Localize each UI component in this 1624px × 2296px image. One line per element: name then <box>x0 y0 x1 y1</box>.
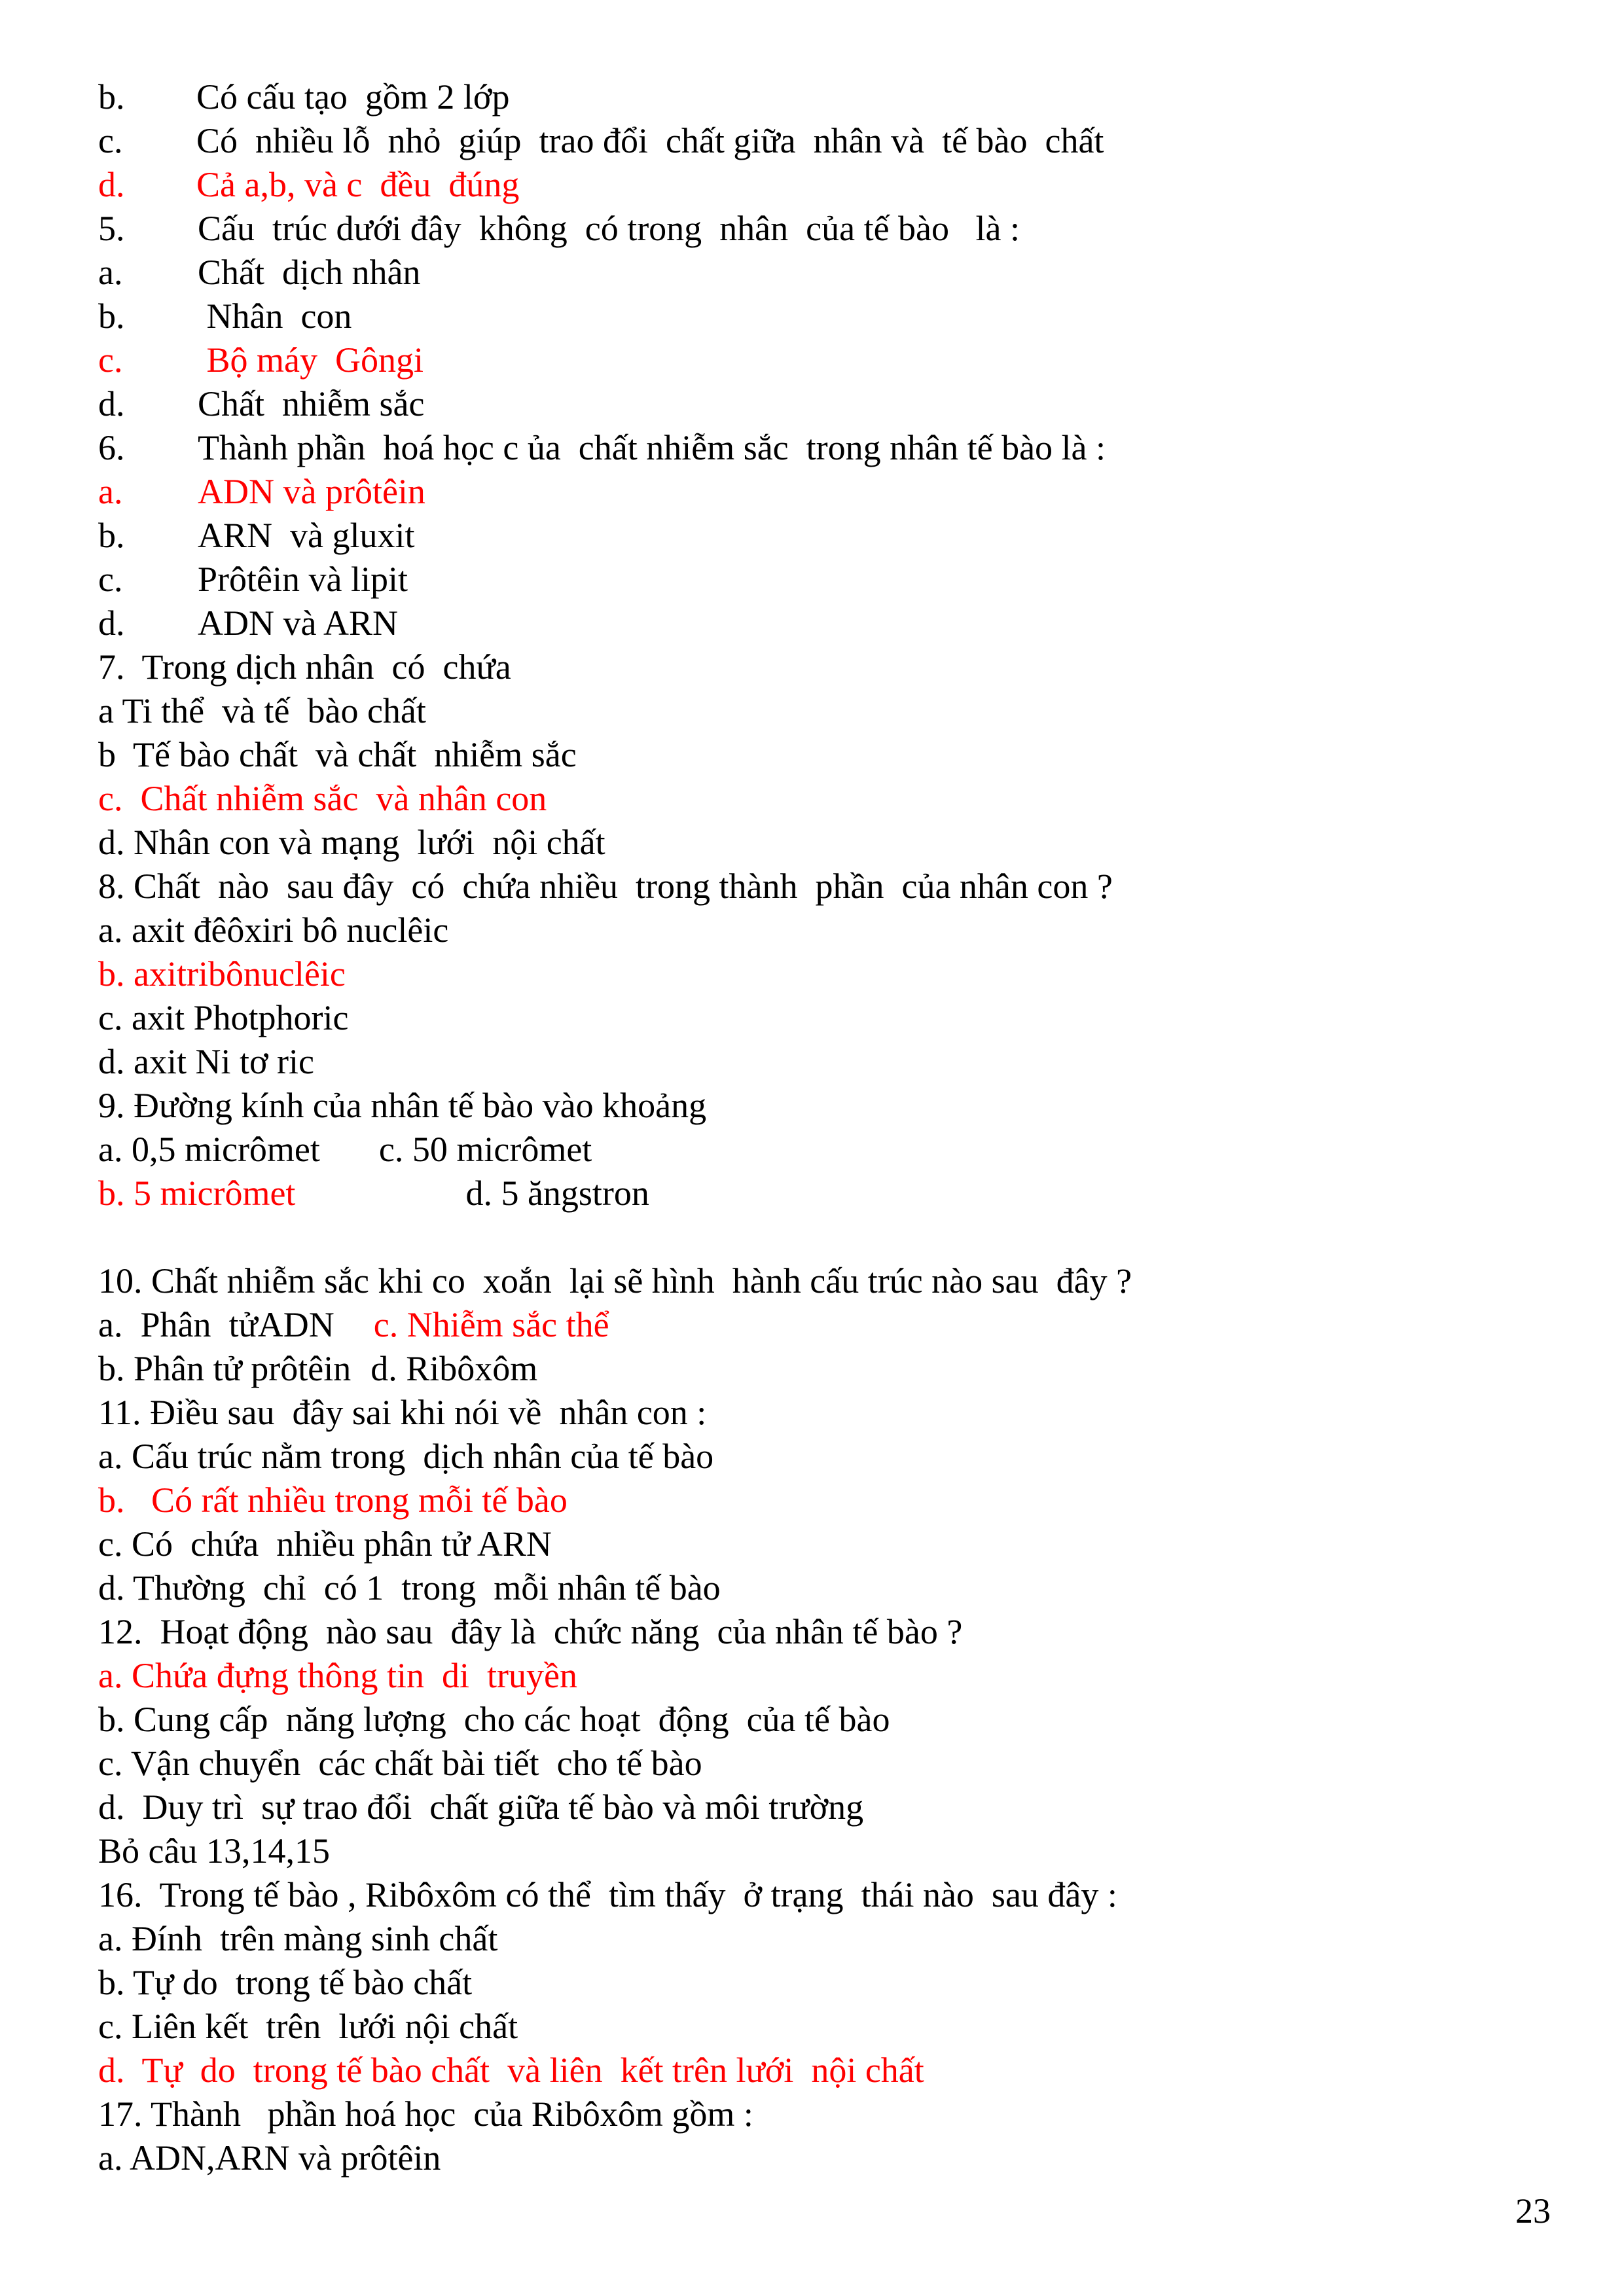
option-row <box>98 1347 537 1390</box>
option-text: ADN và prôtêin <box>198 472 425 511</box>
option-text: Có cấu tạo gồm 2 lớp <box>196 77 510 117</box>
option-text: Có nhiều lỗ nhỏ giúp trao đổi chất giữa nhân và tế bào chất <box>196 121 1104 160</box>
option-text: a. Phân tửADN <box>98 1305 334 1344</box>
option-line: c. Liên kết trên lưới nội chất <box>98 2007 518 2046</box>
question-line: 17. Thành phần hoá học của Ribôxôm gồm : <box>98 2094 753 2134</box>
question-line: 16. Trong tế bào , Ribôxôm có thể tìm thấy ở trạng thái nào sau đây : <box>98 1875 1117 1914</box>
option-line <box>98 558 408 601</box>
option-label: c. <box>98 340 123 380</box>
option-label: c. <box>98 560 123 599</box>
question-text: Thành phần hoá học c ủa chất nhiễm sắc trong nhân tế bào là : <box>198 428 1106 467</box>
question-line: 10. Chất nhiễm sắc khi co xoắn lại sẽ hình hành cấu trúc nào sau đây ? <box>98 1261 1132 1300</box>
option-line: a. Cấu trúc nằm trong dịch nhân của tế bào <box>98 1437 714 1476</box>
question-line: 9. Đường kính của nhân tế bào vào khoảng <box>98 1086 707 1125</box>
question-line <box>98 426 1106 469</box>
question-text: Cấu trúc dưới đây không có trong nhân của tế bào là : <box>198 209 1020 248</box>
option-label: d. <box>98 603 125 643</box>
question-line: 12. Hoạt động nào sau đây là chức năng của nhân tế bào ? <box>98 1612 963 1651</box>
option-text: Nhân con <box>198 296 352 336</box>
option-label: b. <box>98 516 125 555</box>
option-text: Chất dịch nhân <box>198 253 421 292</box>
option-line: a. Đính trên màng sinh chất <box>98 1919 498 1958</box>
correct-answer-text: b. 5 micrômet <box>98 1174 296 1213</box>
option-text: c. 50 micrômet <box>378 1130 592 1169</box>
option-line <box>98 382 424 425</box>
option-row <box>98 1128 592 1171</box>
correct-answer-text: c. Nhiễm sắc thể <box>373 1305 609 1344</box>
option-text: Bộ máy Gôngi <box>198 340 424 380</box>
question-number: 5. <box>98 209 125 248</box>
option-label: a. <box>98 253 123 292</box>
option-label: b. <box>98 296 125 336</box>
option-line: a. axit đêôxiri bô nuclêic <box>98 910 449 950</box>
option-label: b. <box>98 77 125 117</box>
option-label: d. <box>98 165 125 204</box>
option-text: ARN và gluxit <box>198 516 415 555</box>
option-line <box>98 295 352 338</box>
option-line: d. Duy trì sự trao đổi chất giữa tế bào và môi trường <box>98 1787 864 1827</box>
question-line: 11. Điều sau đây sai khi nói về nhân con : <box>98 1393 707 1432</box>
option-text: ADN và ARN <box>198 603 398 643</box>
note-line: Bỏ câu 13,14,15 <box>98 1831 330 1871</box>
option-line: c. Có chứa nhiều phân tử ARN <box>98 1524 552 1564</box>
option-text: Cả a,b, và c đều đúng <box>196 165 520 204</box>
correct-answer-line: a. Chứa đựng thông tin di truyền <box>98 1656 577 1695</box>
option-text: d. 5 ăngstron <box>465 1174 649 1213</box>
option-row <box>98 1303 609 1346</box>
question-number: 6. <box>98 428 125 467</box>
option-label: c. <box>98 121 123 160</box>
option-line: b. Cung cấp năng lượng cho các hoạt động của tế bào <box>98 1700 890 1739</box>
option-line: c. axit Photphoric <box>98 998 349 1037</box>
option-text: Chất nhiễm sắc <box>198 384 425 423</box>
option-line: a Ti thể và tế bào chất <box>98 691 426 730</box>
option-text: b. Phân tử prôtêin <box>98 1349 352 1388</box>
question-line: 7. Trong dịch nhân có chứa <box>98 647 511 687</box>
option-line: d. Thường chỉ có 1 trong mỗi nhân tế bào <box>98 1568 721 1607</box>
option-line: d. Nhân con và mạng lưới nội chất <box>98 823 605 862</box>
option-line: b Tế bào chất và chất nhiễm sắc <box>98 735 577 774</box>
option-text: d. Ribôxôm <box>370 1349 538 1388</box>
correct-answer-line: c. Chất nhiễm sắc và nhân con <box>98 779 547 818</box>
option-line <box>98 514 415 557</box>
option-line <box>98 251 420 294</box>
option-line: b. Tự do trong tế bào chất <box>98 1963 473 2002</box>
option-line <box>98 119 1104 162</box>
correct-answer-line: d. Tự do trong tế bào chất và liên kết trên lưới nội chất <box>98 2051 924 2090</box>
question-line <box>98 207 1020 250</box>
option-line: d. axit Ni tơ ric <box>98 1042 314 1081</box>
option-label: d. <box>98 384 125 423</box>
option-line: c. Vận chuyển các chất bài tiết cho tế bào <box>98 1744 702 1783</box>
page-number: 23 <box>1515 2191 1551 2231</box>
option-text: a. 0,5 micrômet <box>98 1130 320 1169</box>
correct-answer-line <box>98 470 425 513</box>
option-label: a. <box>98 472 123 511</box>
question-line: 8. Chất nào sau đây có chứa nhiều trong thành phần của nhân con ? <box>98 867 1113 906</box>
correct-answer-line: b. axitribônuclêic <box>98 954 346 994</box>
option-line: a. ADN,ARN và prôtêin <box>98 2138 441 2178</box>
option-line <box>98 601 398 645</box>
option-text: Prôtêin và lipit <box>198 560 408 599</box>
option-line <box>98 75 510 118</box>
option-row <box>98 1172 649 1215</box>
correct-answer-line: b. Có rất nhiều trong mỗi tế bào <box>98 1480 568 1520</box>
correct-answer-line <box>98 163 519 206</box>
correct-answer-line <box>98 338 424 382</box>
